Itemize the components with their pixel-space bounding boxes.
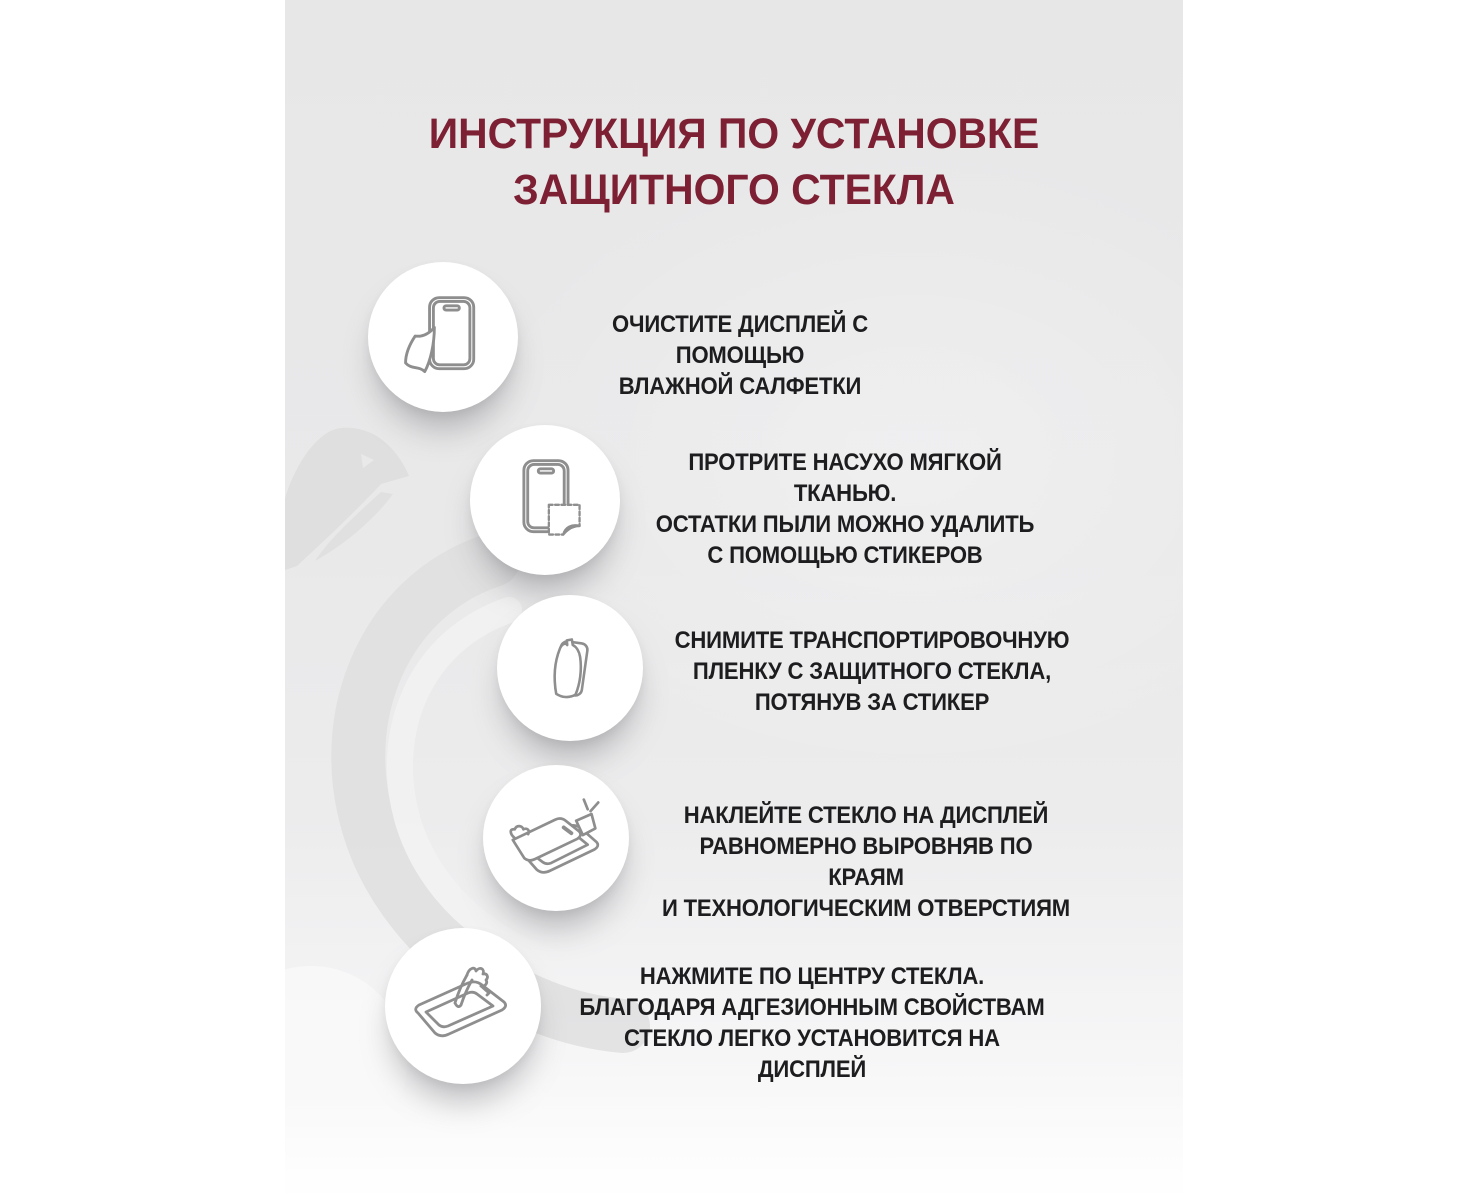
protective-film-peel-icon — [524, 622, 616, 714]
step-4-text — [659, 800, 1073, 924]
step-2-text — [647, 447, 1043, 571]
step-3-text — [674, 625, 1070, 718]
step-4-icon-circle — [483, 765, 629, 911]
phone-wet-wipe-icon — [395, 289, 491, 385]
step-2-line-1: ПРОТРИТЕ НАСУХО МЯГКОЙ ТКАНЬЮ. — [688, 449, 1002, 507]
step-5-text — [568, 961, 1056, 1085]
step-5-line-2: БЛАГОДАРЯ АДГЕЗИОННЫМ СВОЙСТВАМ — [579, 994, 1045, 1021]
step-1-line-1: ОЧИСТИТЕ ДИСПЛЕЙ С ПОМОЩЬЮ — [612, 311, 868, 369]
step-1-line-2: ВЛАЖНОЙ САЛФЕТКИ — [618, 373, 862, 400]
step-2-line-3: С ПОМОЩЬЮ СТИКЕРОВ — [707, 542, 983, 569]
page-title-line-1: ИНСТРУКЦИЯ ПО УСТАНОВКЕ — [428, 110, 1040, 158]
step-1-text — [556, 309, 924, 402]
step-5-line-3: СТЕКЛО ЛЕГКО УСТАНОВИТСЯ НА ДИСПЛЕЙ — [624, 1025, 1000, 1083]
step-5-icon-circle — [385, 928, 541, 1084]
step-4-line-1: НАКЛЕЙТЕ СТЕКЛО НА ДИСПЛЕЙ — [683, 802, 1049, 829]
page-title — [307, 106, 1160, 218]
step-2-line-2: ОСТАТКИ ПЫЛИ МОЖНО УДАЛИТЬ — [655, 511, 1035, 538]
step-3-line-1: СНИМИТЕ ТРАНСПОРТИРОВОЧНУЮ — [674, 627, 1070, 654]
step-2-icon-circle — [470, 425, 620, 575]
step-3-line-3: ПОТЯНУВ ЗА СТИКЕР — [754, 689, 990, 716]
step-1-icon-circle — [368, 262, 518, 412]
step-3-icon-circle — [497, 595, 643, 741]
press-center-finger-icon — [407, 956, 519, 1056]
apply-glass-hands-icon — [503, 790, 609, 886]
phone-sticker-icon — [497, 452, 593, 548]
step-4-line-2: РАВНОМЕРНО ВЫРОВНЯВ ПО КРАЯМ — [699, 833, 1033, 891]
page-title-line-2: ЗАЩИТНОГО СТЕКЛА — [513, 166, 955, 214]
content-column — [285, 0, 1183, 1200]
step-5-line-1: НАЖМИТЕ ПО ЦЕНТРУ СТЕКЛА. — [639, 963, 985, 990]
step-3-line-2: ПЛЕНКУ С ЗАЩИТНОГО СТЕКЛА, — [692, 658, 1052, 685]
step-4-line-3: И ТЕХНОЛОГИЧЕСКИМ ОТВЕРСТИЯМ — [661, 895, 1071, 922]
